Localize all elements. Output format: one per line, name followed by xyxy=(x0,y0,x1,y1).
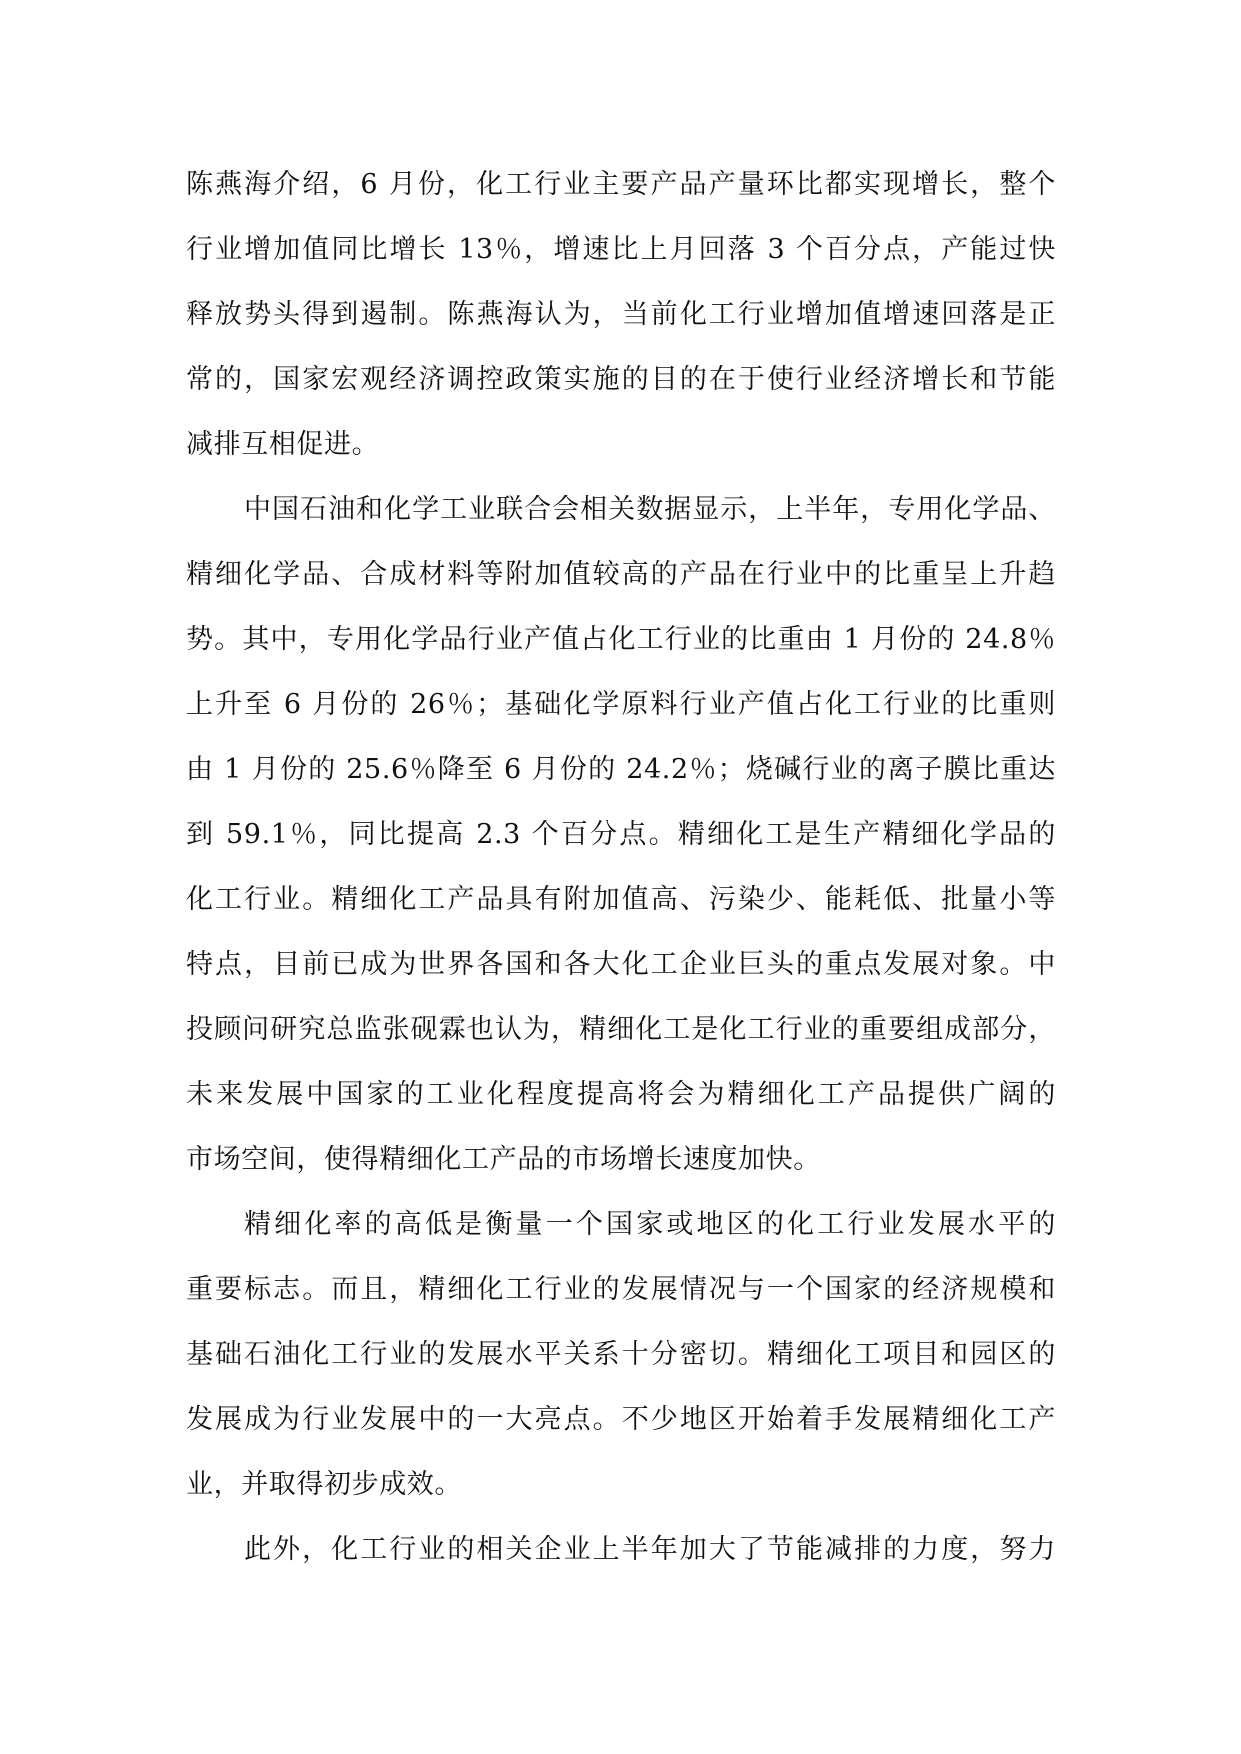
text-line: 精细化学品、合成材料等附加值较高的产品在行业中的比重呈上升趋 xyxy=(186,559,1056,590)
text-line: 未来发展中国家的工业化程度提高将会为精细化工产品提供广阔的 xyxy=(186,1079,1056,1110)
text-line: 业，并取得初步成效。 xyxy=(186,1469,462,1500)
paragraph-2 xyxy=(186,477,1056,1192)
text-line: 减排互相促进。 xyxy=(186,429,380,460)
text-line: 重要标志。而且，精细化工行业的发展情况与一个国家的经济规模和 xyxy=(186,1274,1056,1305)
text-line: 此外，化工行业的相关企业上半年加大了节能减排的力度，努力 xyxy=(244,1534,1056,1565)
paragraph-3 xyxy=(186,1192,1056,1517)
text-line: 市场空间，使得精细化工产品的市场增长速度加快。 xyxy=(186,1144,821,1175)
text-line: 投顾问研究总监张砚霖也认为，精细化工是化工行业的重要组成部分， xyxy=(186,1014,1056,1045)
paragraph-4 xyxy=(186,1517,1056,1582)
text-line: 精细化率的高低是衡量一个国家或地区的化工行业发展水平的 xyxy=(244,1209,1056,1240)
text-line: 化工行业。精细化工产品具有附加值高、污染少、能耗低、批量小等 xyxy=(186,884,1056,915)
text-line: 中国石油和化学工业联合会相关数据显示，上半年，专用化学品、 xyxy=(244,494,1056,525)
body-text xyxy=(186,152,1056,1582)
text-line: 上升至 6 月份的 26％；基础化学原料行业产值占化工行业的比重则 xyxy=(186,689,1056,720)
text-line: 发展成为行业发展中的一大亮点。不少地区开始着手发展精细化工产 xyxy=(186,1404,1056,1435)
text-line: 由 1 月份的 25.6％降至 6 月份的 24.2％；烧碱行业的离子膜比重达 xyxy=(186,754,1056,785)
text-line: 陈燕海介绍，6 月份，化工行业主要产品产量环比都实现增长，整个 xyxy=(186,169,1056,200)
text-line: 释放势头得到遏制。陈燕海认为，当前化工行业增加值增速回落是正 xyxy=(186,299,1056,330)
text-line: 常的，国家宏观经济调控政策实施的目的在于使行业经济增长和节能 xyxy=(186,364,1056,395)
text-line: 到 59.1％，同比提高 2.3 个百分点。精细化工是生产精细化学品的 xyxy=(186,819,1056,850)
text-line: 行业增加值同比增长 13％，增速比上月回落 3 个百分点，产能过快 xyxy=(186,234,1056,265)
paragraph-1 xyxy=(186,152,1056,477)
text-line: 基础石油化工行业的发展水平关系十分密切。精细化工项目和园区的 xyxy=(186,1339,1056,1370)
text-line: 特点，目前已成为世界各国和各大化工企业巨头的重点发展对象。中 xyxy=(186,949,1056,980)
text-line: 势。其中，专用化学品行业产值占化工行业的比重由 1 月份的 24.8％ xyxy=(186,624,1056,655)
